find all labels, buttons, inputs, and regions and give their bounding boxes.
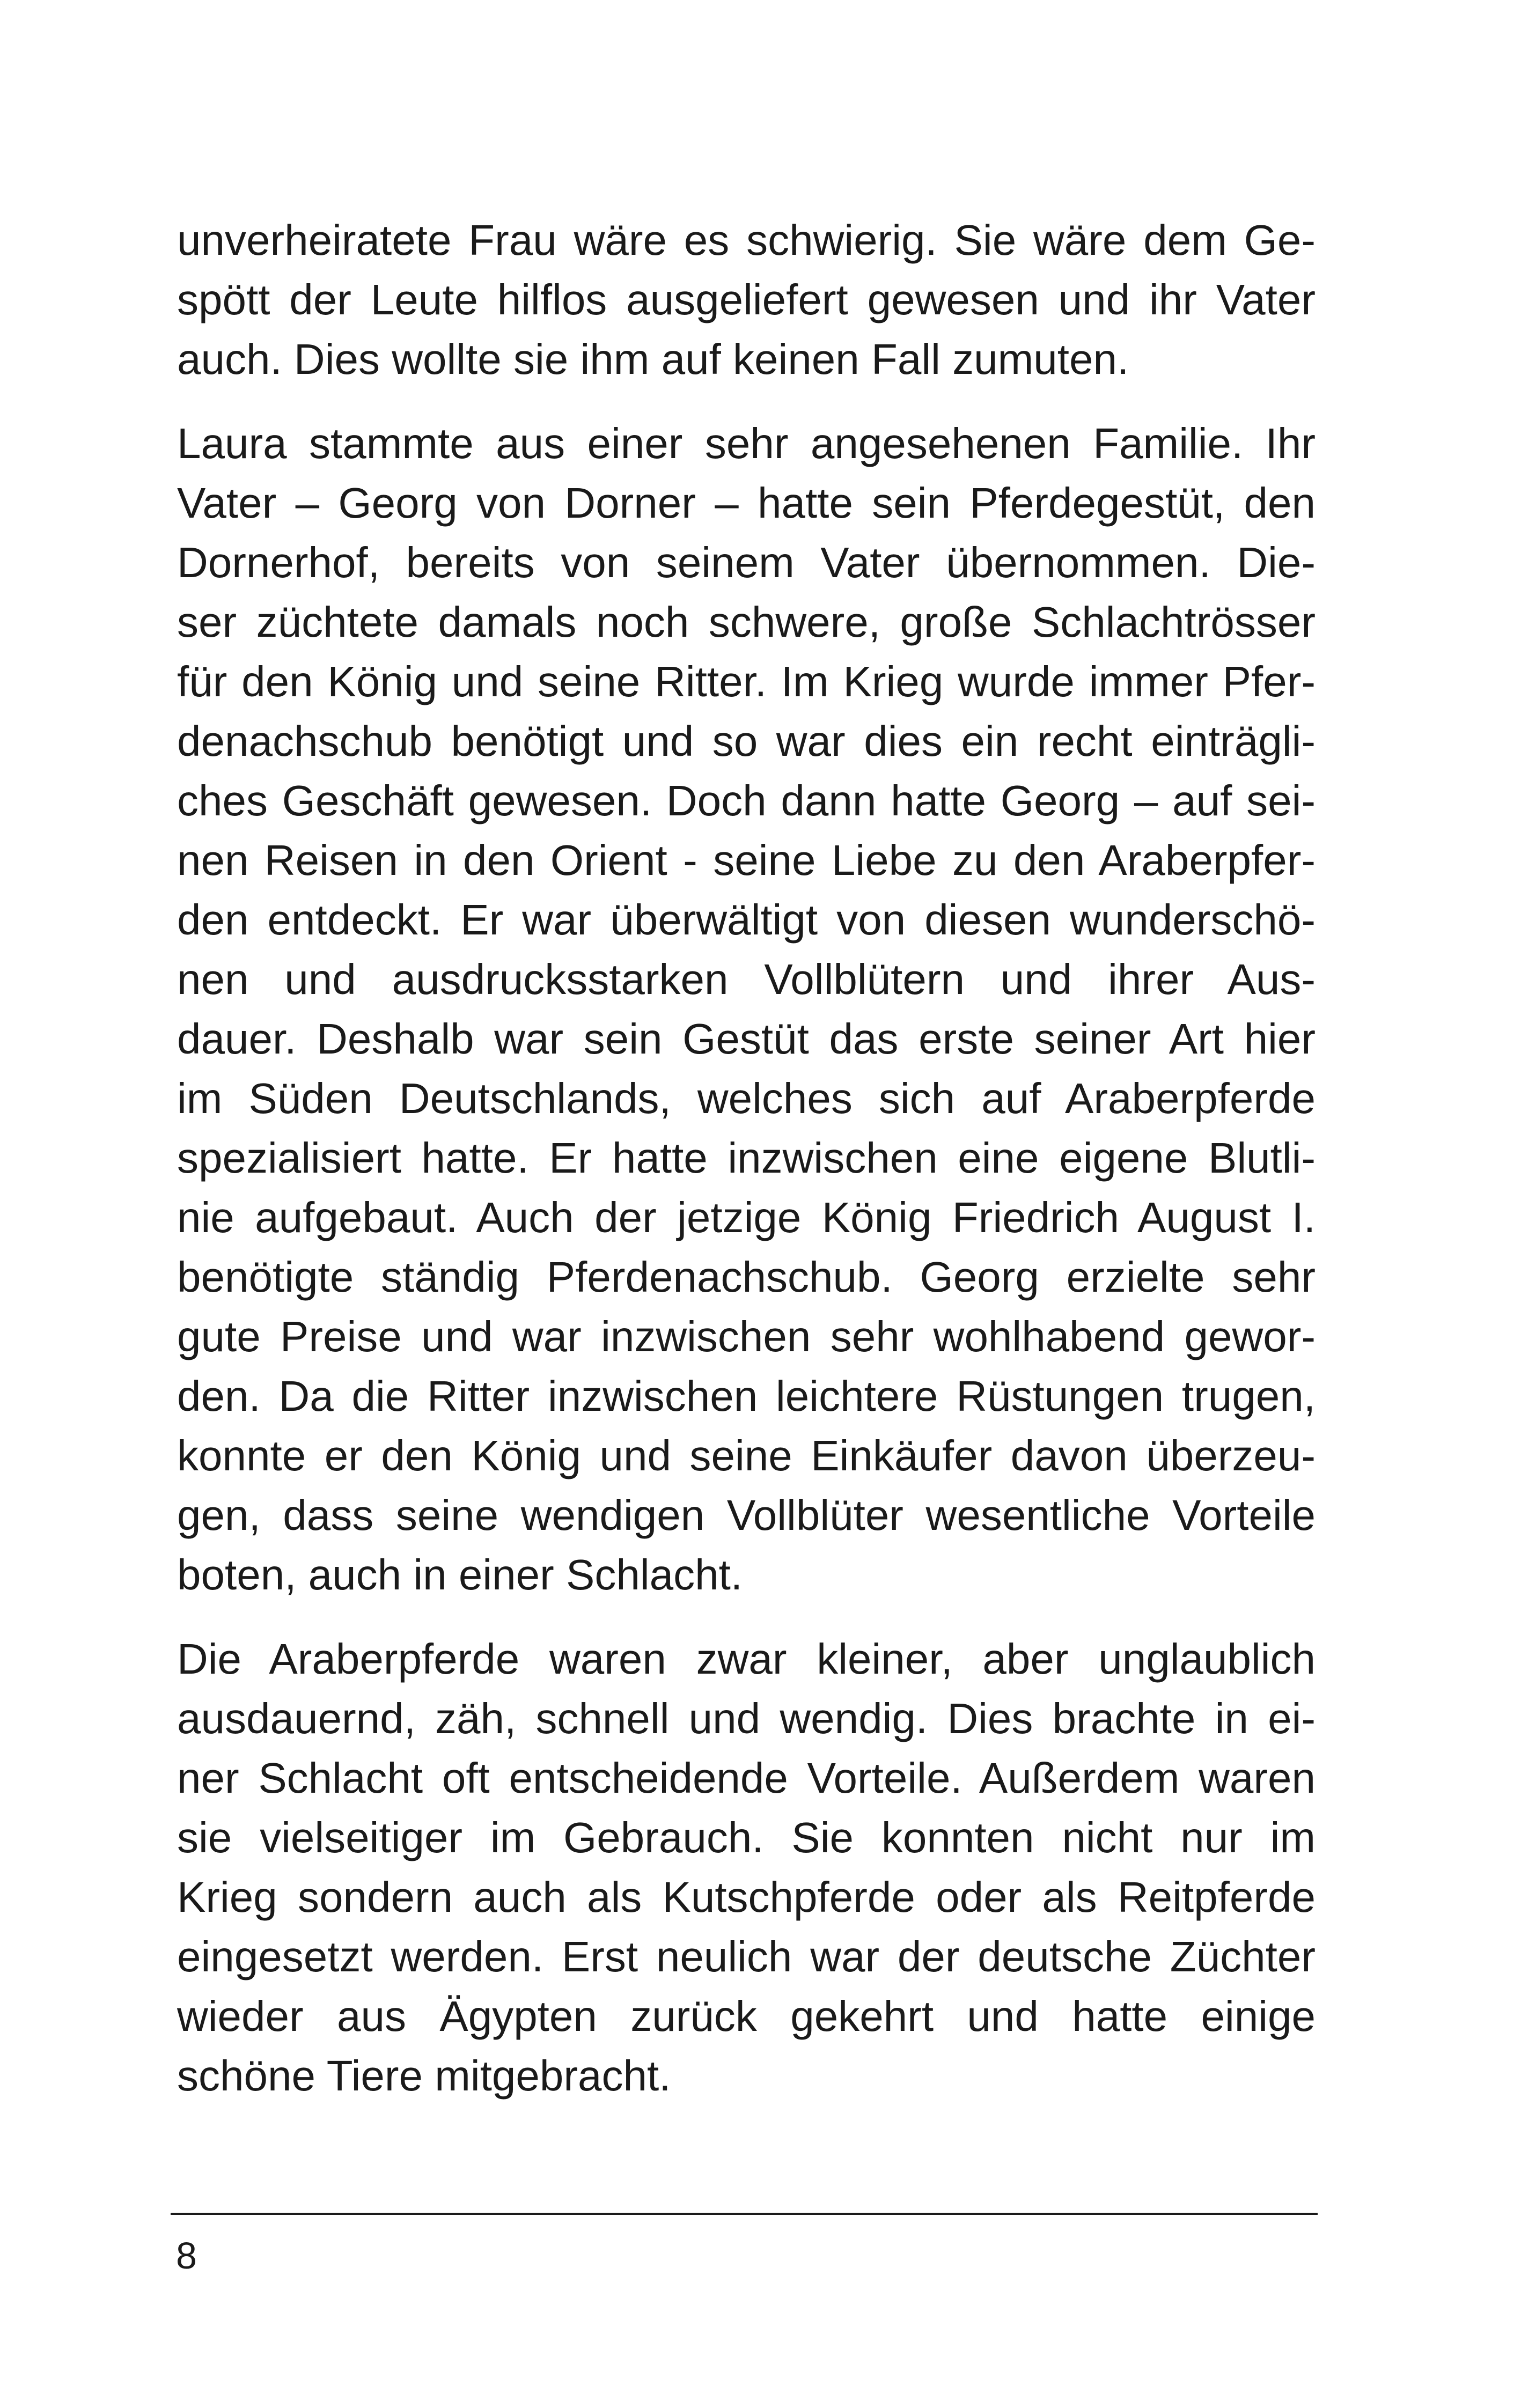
text-line: denachschub benötigt und so war dies ein recht einträgli- — [177, 717, 1316, 765]
text-line: nen und ausdrucksstarken Vollblütern und ihrer Aus- — [177, 955, 1316, 1003]
text-line: gute Preise und war inzwischen sehr wohlhabend gewor- — [177, 1313, 1316, 1360]
text-line: den entdeckt. Er war überwältigt von diesen wunderschö- — [177, 896, 1316, 944]
text-line: boten, auch in einer Schlacht. — [177, 1551, 743, 1599]
paragraph-2 — [177, 414, 1316, 1604]
page-number: 8 — [176, 2235, 197, 2277]
paragraph-1 — [177, 210, 1316, 389]
text-line: den. Da die Ritter inzwischen leichtere Rüstungen trugen, — [177, 1372, 1316, 1420]
text-line: unverheiratete Frau wäre es schwierig. Sie wäre dem Ge- — [177, 216, 1316, 264]
text-line: sie vielseitiger im Gebrauch. Sie konnten nicht nur im — [177, 1814, 1316, 1861]
text-line: Die Araberpferde waren zwar kleiner, aber unglaublich — [177, 1635, 1316, 1683]
text-line: schöne Tiere mitgebracht. — [177, 2052, 671, 2100]
body-text — [177, 210, 1316, 2105]
text-line: im Süden Deutschlands, welches sich auf Araberpferde — [177, 1074, 1316, 1122]
text-line: spött der Leute hilflos ausgeliefert gewesen und ihr Vater — [177, 276, 1316, 323]
text-line: Laura stammte aus einer sehr angesehenen Familie. Ihr — [177, 419, 1316, 467]
text-line: ser züchtete damals noch schwere, große Schlachtrösser — [177, 598, 1316, 646]
text-line: ausdauernd, zäh, schnell und wendig. Dies brachte in ei- — [177, 1695, 1316, 1742]
text-line: ches Geschäft gewesen. Doch dann hatte Georg – auf sei- — [177, 777, 1316, 824]
text-line: nen Reisen in den Orient - seine Liebe zu den Araberpfer- — [177, 836, 1316, 884]
text-line: dauer. Deshalb war sein Gestüt das erste seiner Art hier — [177, 1015, 1316, 1063]
text-line: ner Schlacht oft entscheidende Vorteile. Außerdem waren — [177, 1754, 1316, 1802]
text-line: spezialisiert hatte. Er hatte inzwischen eine eigene Blutli- — [177, 1134, 1316, 1182]
text-line: nie aufgebaut. Auch der jetzige König Friedrich August I. — [177, 1194, 1316, 1241]
text-line: eingesetzt werden. Erst neulich war der deutsche Züchter — [177, 1933, 1316, 1980]
paragraph-3 — [177, 1629, 1316, 2105]
text-line: für den König und seine Ritter. Im Krieg wurde immer Pfer- — [177, 658, 1316, 705]
footer-divider — [171, 2213, 1318, 2215]
text-line: konnte er den König und seine Einkäufer davon überzeu- — [177, 1432, 1316, 1479]
text-line: gen, dass seine wendigen Vollblüter wesentliche Vorteile — [177, 1491, 1316, 1539]
text-line: auch. Dies wollte sie ihm auf keinen Fall zumuten. — [177, 335, 1129, 383]
text-line: Dornerhof, bereits von seinem Vater übernommen. Die- — [177, 539, 1316, 586]
text-line: benötigte ständig Pferdenachschub. Georg erzielte sehr — [177, 1253, 1316, 1301]
text-line: Krieg sondern auch als Kutschpferde oder als Reitpferde — [177, 1873, 1316, 1921]
text-line: Vater – Georg von Dorner – hatte sein Pferdegestüt, den — [177, 479, 1316, 527]
text-line: wieder aus Ägypten zurück gekehrt und hatte einige — [177, 1992, 1316, 2040]
